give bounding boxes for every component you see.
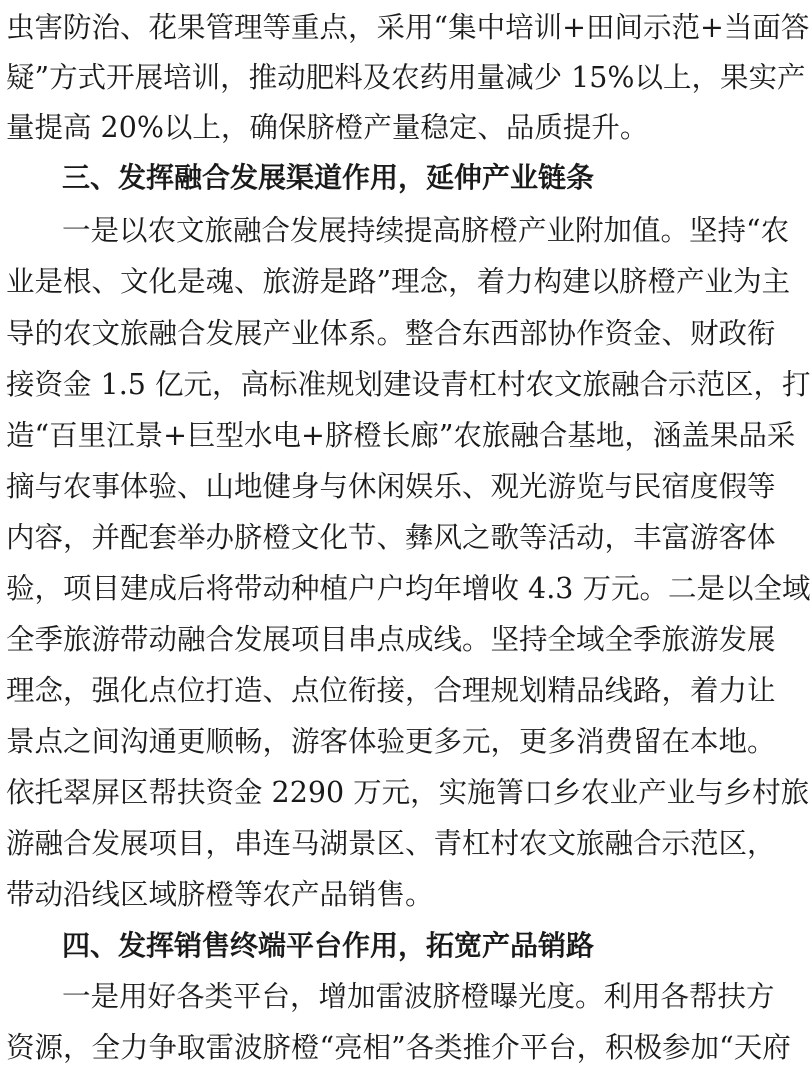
body-text-line: 景点之间沟通更顺畅，游客体验更多元，更多消费留在本地。 — [6, 725, 776, 758]
body-text-line: 导的农文旅融合发展产业体系。整合东西部协作资金、财政衔 — [6, 317, 776, 350]
body-text-line: 验，项目建成后将带动种植户户均年增收 4.3 万元。二是以全域 — [6, 572, 810, 605]
body-text-line: 理念，强化点位打造、点位衔接，合理规划精品线路，着力让 — [6, 674, 776, 707]
body-text-line: 内容，并配套举办脐橙文化节、彝风之歌等活动，丰富游客体 — [6, 521, 776, 554]
body-text-line: 一是以农文旅融合发展持续提高脐橙产业附加值。坚持“农 — [62, 214, 790, 247]
body-text-line: 量提高 20%以上，确保脐橙产量稳定、品质提升。 — [6, 111, 649, 144]
body-text-line: 接资金 1.5 亿元，高标准规划建设青杠村农文旅融合示范区，打 — [6, 368, 810, 401]
body-text-line: 游融合发展项目，串连马湖景区、青杠村农文旅融合示范区， — [6, 827, 776, 860]
section-heading-3: 三、发挥融合发展渠道作用，延伸产业链条 — [62, 161, 595, 194]
body-text-line: 全季旅游带动融合发展项目串点成线。坚持全域全季旅游发展 — [6, 623, 776, 656]
body-text-line: 业是根、文化是魂、旅游是路”理念，着力构建以脐橙产业为主 — [6, 265, 791, 298]
body-text-line: 造“百里江景+巨型水电+脐橙长廊”农旅融合基地，涵盖果品采 — [6, 419, 796, 452]
body-text-line: 摘与农事体验、山地健身与休闲娱乐、观光游览与民宿度假等 — [6, 470, 776, 503]
body-text-line: 资源，全力争取雷波脐橙“亮相”各类推介平台，积极参加“天府 — [6, 1031, 791, 1064]
section-heading-4: 四、发挥销售终端平台作用，拓宽产品销路 — [62, 929, 595, 962]
body-text-line: 依托翠屏区帮扶资金 2290 万元，实施箐口乡农业产业与乡村旅 — [6, 776, 810, 809]
body-text-line: 带动沿线区域脐橙等农产品销售。 — [6, 878, 434, 911]
body-text-line: 疑”方式开展培训，推动肥料及农药用量减少 15%以上，果实产 — [6, 61, 806, 94]
body-text-line: 虫害防治、花果管理等重点，采用“集中培训+田间示范+当面答 — [6, 11, 810, 44]
body-text-line: 一是用好各类平台，增加雷波脐橙曝光度。利用各帮扶方 — [62, 980, 775, 1013]
